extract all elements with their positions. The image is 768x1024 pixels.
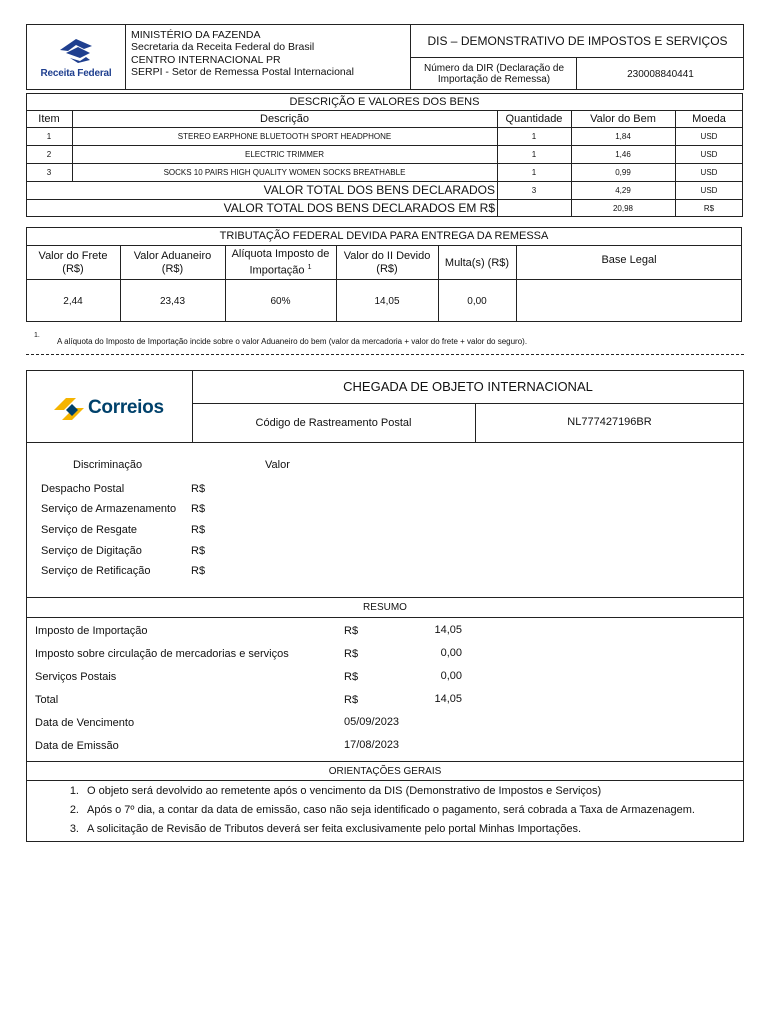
resumo-currency-total: R$ [344,694,359,706]
list-item-text: O objeto será devolvido ao remetente após o vencimento da DIS (Demonstrativo de Impostos e Serviços) [87,785,602,797]
bens-title: DESCRIÇÃO E VALORES DOS BENS [289,95,480,108]
trib-col-aliquota-footnote-mark: 1 [307,263,312,271]
orientacoes-list [61,782,741,839]
trib-col-aduaneiro: Valor Aduaneiro (R$) [133,249,212,275]
list-item-text: A solicitação de Revisão de Tributos deverá ser feita exclusivamente pelo portal Minhas Importações. [87,823,582,835]
disc-label: Discriminação [73,459,143,471]
footnote-text: A alíquota do Imposto de Importação incide sobre o valor Aduaneiro do bem (valor da mercadoria + valor do frete + valor do seguro). [57,337,528,346]
resumo-label-ii: Imposto de Importação [35,625,148,637]
orientacoes-title: ORIENTAÇÕES GERAIS [328,765,442,777]
table-row-moeda: USD [700,167,718,177]
trib-frete: 2,44 [63,295,83,307]
table-row-quantidade: 1 [531,149,537,159]
bens-col-descricao: Descrição [260,112,309,125]
bens-col-moeda: Moeda [692,112,726,125]
tracking-code: NL777427196BR [567,416,652,428]
list-item-number: 1. [69,785,79,797]
resumo-value-postais: 0,00 [440,670,462,682]
service-digitacao-currency: R$ [191,545,206,557]
service-retificacao: Serviço de Retificação [41,565,151,577]
table-row-item: 1 [46,131,52,141]
service-despacho: Despacho Postal [41,483,125,495]
trib-aliquota: 60% [270,295,291,307]
table-row-descricao: ELECTRIC TRIMMER [245,149,324,159]
receita-federal-logo-text: Receita Federal [40,68,112,79]
org-block [131,29,409,79]
tracking-label: Código de Rastreamento Postal [255,417,412,429]
resumo-title: RESUMO [363,602,407,613]
list-item-number: 2. [69,804,79,816]
table-row-descricao: SOCKS 10 PAIRS HIGH QUALITY WOMEN SOCKS BREATHABLE [163,167,406,177]
list-item-number: 3. [69,823,79,835]
correios-logo-text: Correios [88,397,164,418]
service-resgate: Serviço de Resgate [41,524,137,536]
table-row-quantidade: 1 [531,167,537,177]
table-row-valor: 1,46 [615,149,631,159]
org-line-centro: CENTRO INTERNACIONAL PR [131,53,281,66]
total-brl-label: VALOR TOTAL DOS BENS DECLARADOS EM R$ [223,201,495,215]
total-moeda: USD [700,185,718,195]
emissao-label: Data de Emissão [35,740,119,752]
bens-col-quantidade: Quantidade [505,112,563,125]
trib-col-base: Base Legal [601,254,657,266]
footnote-mark: 1. [34,332,40,339]
list-item [61,820,741,839]
resumo-label-total: Total [35,694,59,706]
bens-col-item: Item [38,112,60,125]
trib-ii: 14,05 [374,295,400,307]
tributacao-title: TRIBUTAÇÃO FEDERAL DEVIDA PARA ENTREGA DA REMESSA [219,230,549,242]
table-row-valor: 1,84 [615,131,631,141]
table-row-moeda: USD [700,131,718,141]
trib-col-ii: Valor do II Devido (R$) [343,249,431,275]
resumo-value-total: 14,05 [434,693,462,705]
vencimento-label: Data de Vencimento [35,717,135,729]
dir-number: 230008840441 [627,68,694,80]
trib-col-multa: Multa(s) (R$) [444,256,510,269]
valor-label: Valor [265,459,290,471]
receita-federal-emblem-icon [36,36,116,64]
vencimento-date: 05/09/2023 [344,716,400,728]
service-armazenamento-currency: R$ [191,503,206,515]
total-brl-moeda: R$ [703,203,715,213]
table-row-item: 2 [46,149,52,159]
trib-col-aliquota [225,246,336,279]
list-item-text: Após o 7º dia, a contar da data de emissão, caso não seja identificado o pagamento, será cobrada a Taxa de Armazenagem. [87,804,695,816]
resumo-label-postais: Serviços Postais [35,671,117,683]
org-line-secretaria: Secretaria da Receita Federal do Brasil [131,41,315,54]
table-row-quantidade: 1 [531,131,537,141]
trib-multa: 0,00 [467,295,487,307]
total-qty: 3 [531,185,537,195]
org-line-serpi: SERPI - Setor de Remessa Postal Internacional [131,66,354,79]
bens-col-valor: Valor do Bem [590,112,656,125]
service-digitacao: Serviço de Digitação [41,545,142,557]
table-row-item: 3 [46,167,52,177]
resumo-currency-ii: R$ [344,625,359,637]
table-row-moeda: USD [700,149,718,159]
service-despacho-currency: R$ [191,483,206,495]
resumo-currency-icms: R$ [344,648,359,660]
trib-col-aliquota-label: Alíquota Imposto de Importação [231,247,330,277]
total-value: 4,29 [615,185,631,195]
resumo-label-icms: Imposto sobre circulação de mercadorias e serviços [35,648,289,660]
trib-col-frete: Valor do Frete (R$) [38,249,108,275]
total-brl-value: 20,98 [612,203,634,213]
list-item [61,782,741,801]
table-row-valor: 0,99 [615,167,631,177]
resumo-value-icms: 0,00 [440,647,462,659]
dir-label: Número da DIR (Declaração de Importação de Remessa) [423,63,565,85]
trib-aduaneiro: 23,43 [159,295,186,307]
emissao-date: 17/08/2023 [344,739,400,751]
correios-title: CHEGADA DE OBJETO INTERNACIONAL [343,379,593,394]
org-line-ministerio: MINISTÉRIO DA FAZENDA [131,29,261,41]
doc-title: DIS – DEMONSTRATIVO DE IMPOSTOS E SERVIÇOS [427,33,728,48]
service-retificacao-currency: R$ [191,565,206,577]
service-resgate-currency: R$ [191,524,206,536]
service-armazenamento: Serviço de Armazenamento [41,503,177,515]
trib-base [516,280,742,322]
receita-federal-logo [36,36,116,80]
total-label: VALOR TOTAL DOS BENS DECLARADOS [263,183,495,197]
table-row-descricao: STEREO EARPHONE BLUETOOTH SPORT HEADPHONE [177,131,392,141]
correios-emblem-icon [52,394,86,422]
resumo-currency-postais: R$ [344,671,359,683]
list-item [61,801,741,820]
correios-logo [52,392,172,424]
resumo-value-ii: 14,05 [434,624,462,636]
cut-line [26,354,744,355]
